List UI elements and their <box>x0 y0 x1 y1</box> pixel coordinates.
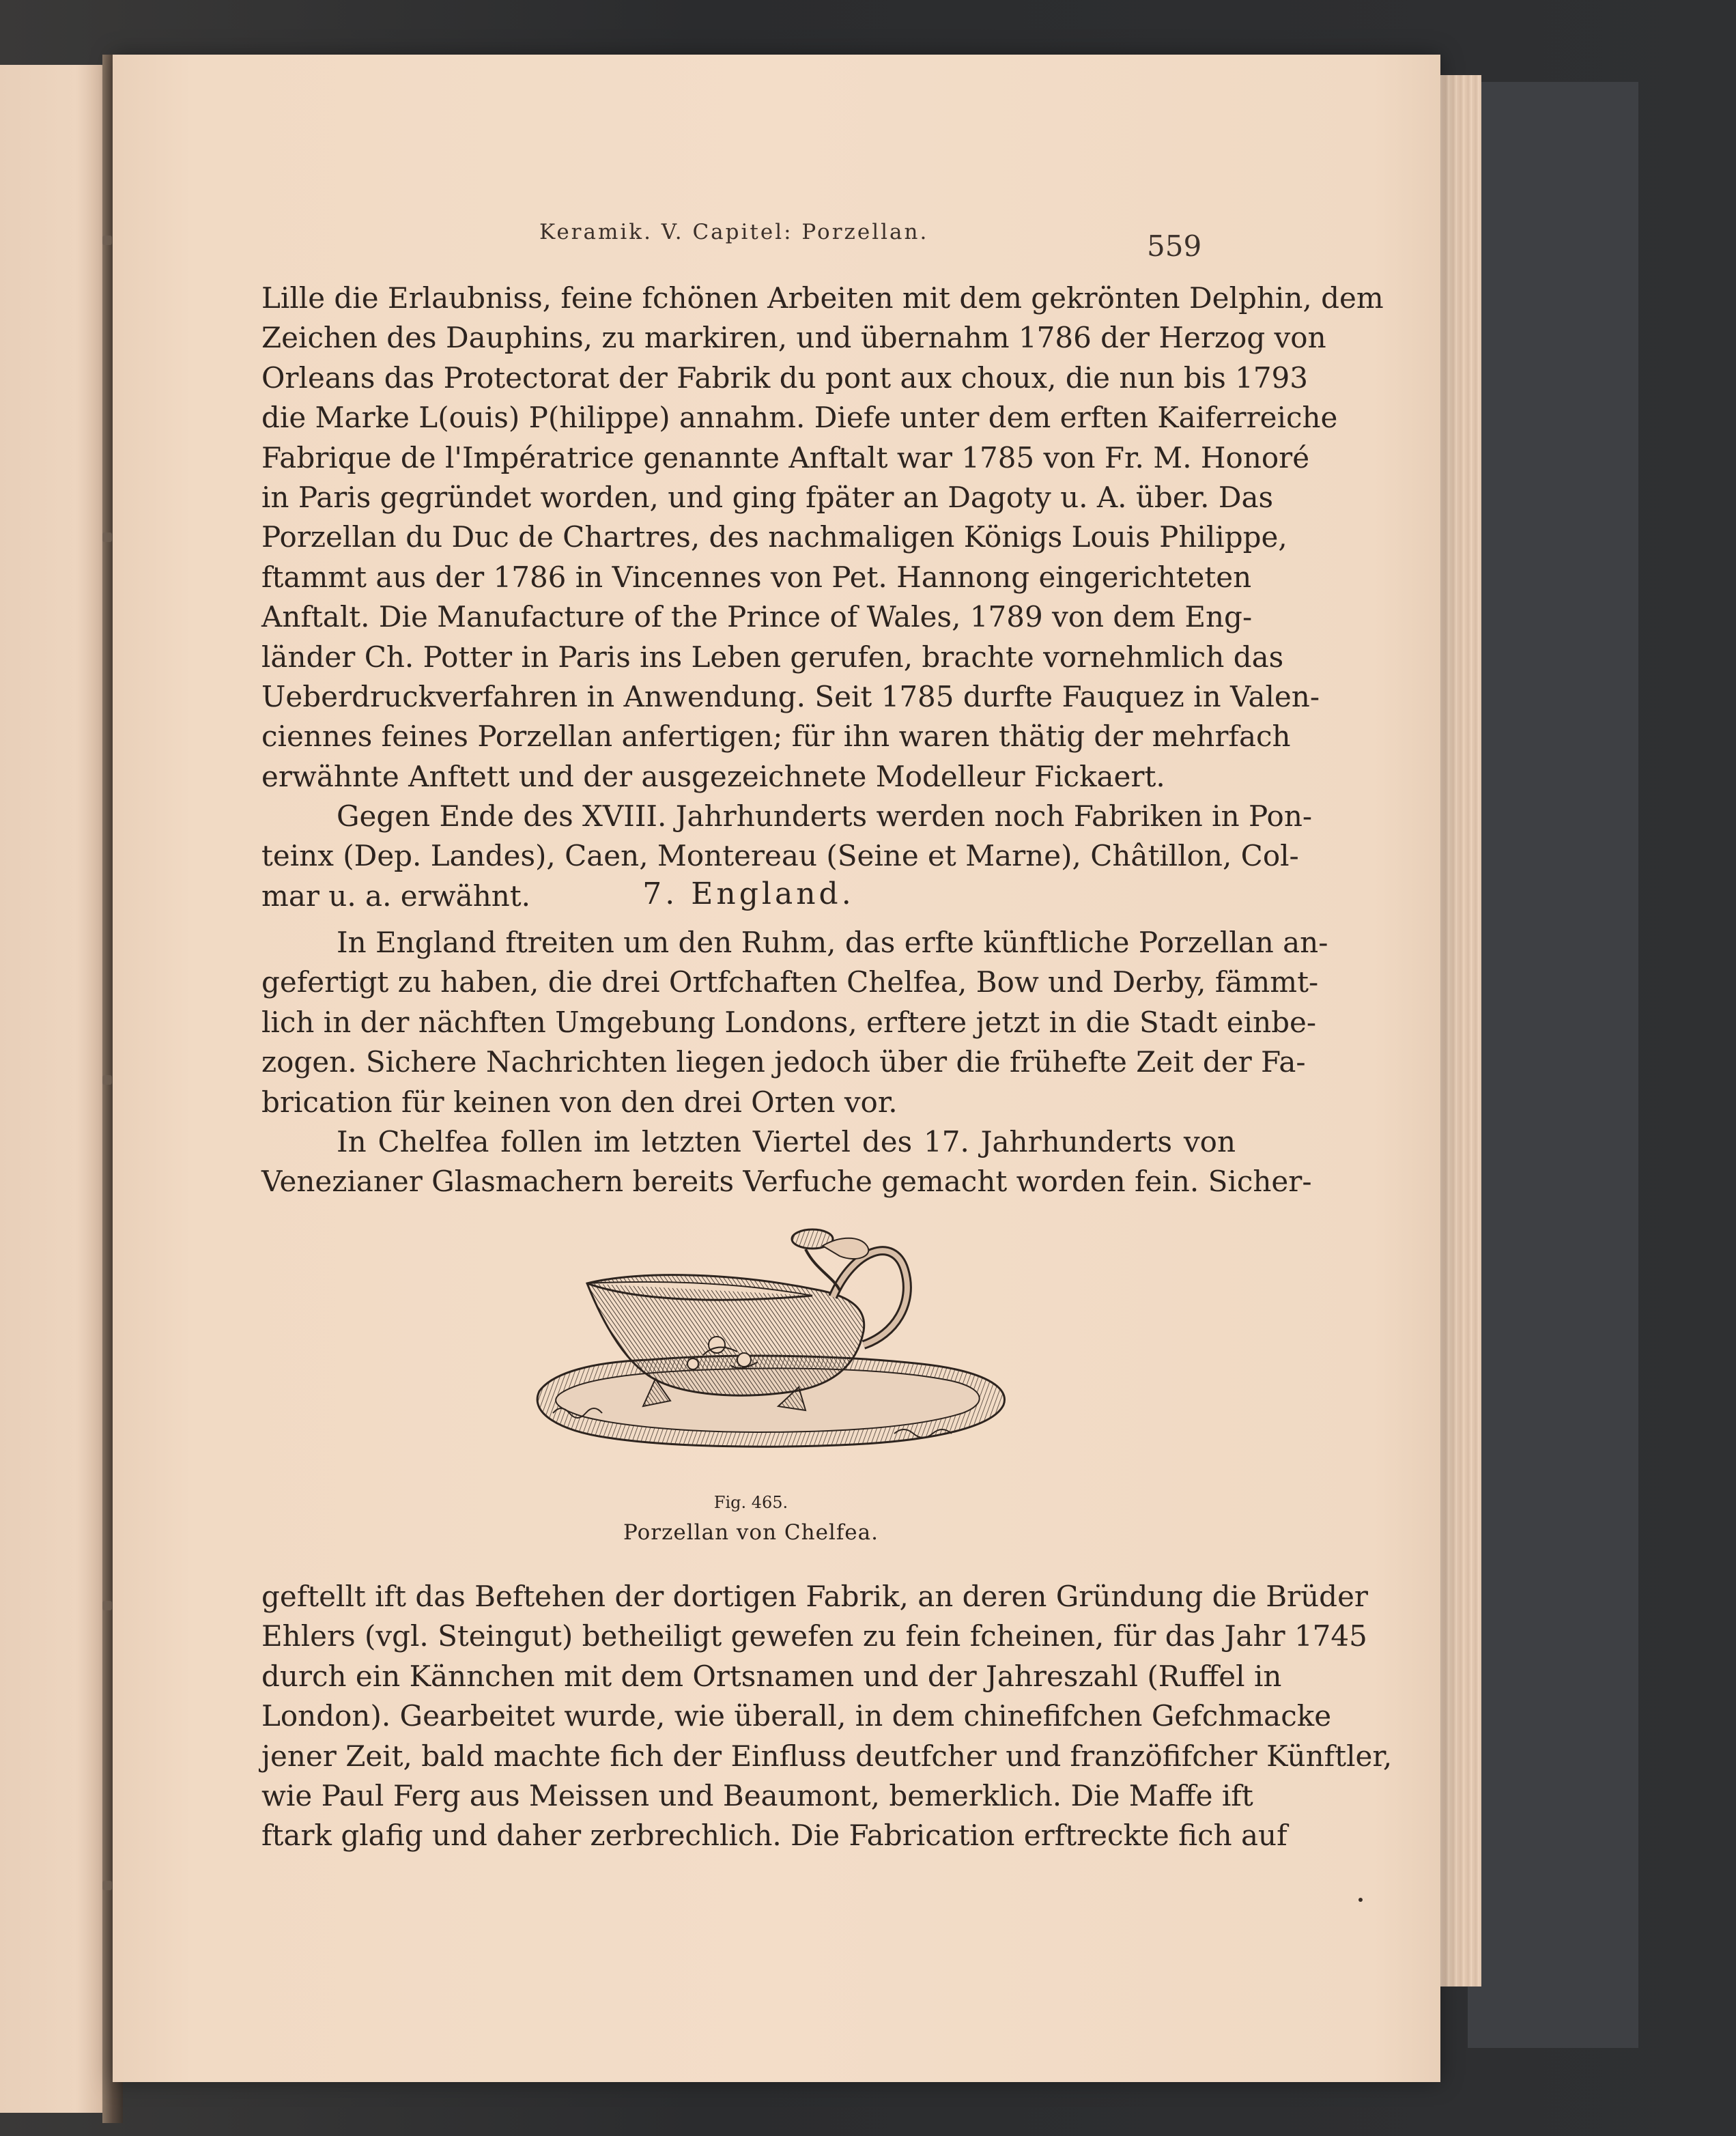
paragraph-england <box>261 923 1328 1202</box>
paragraph-top <box>261 279 1384 916</box>
text-line: jener Zeit, bald machte fich der Einfluss deutfcher und franzöfifcher Künftler, <box>261 1739 1393 1773</box>
text-line: Anftalt. Die Manufacture of the Prince of Wales, 1789 von dem Eng- <box>261 600 1253 634</box>
paragraph-bottom <box>261 1577 1393 1856</box>
text-line: lich in der nächften Umgebung Londons, erftere jetzt in die Stadt einbe- <box>261 1005 1317 1039</box>
text-line: ftark glafig und daher zerbrechlich. Die Fabrication erftreckte fich auf <box>261 1819 1287 1853</box>
text-line: durch ein Kännchen mit dem Ortsnamen und der Jahreszahl (Ruffel in <box>261 1659 1282 1693</box>
text-line: gefertigt zu haben, die drei Ortfchaften Chelfea, Bow und Derby, fämmt- <box>261 965 1319 999</box>
facing-page <box>0 65 109 2113</box>
running-head: Keramik. V. Capitel: Porzellan. <box>539 220 929 244</box>
text-line: Ueberdruckverfahren in Anwendung. Seit 1785 durfte Fauquez in Valen- <box>261 679 1320 713</box>
book-cover <box>1468 82 1638 2048</box>
text-line: wie Paul Ferg aus Meissen und Beaumont, bemerklich. Die Maffe ift <box>261 1778 1253 1812</box>
text-line: in Paris gegründet worden, und ging fpäter an Dagoty u. A. über. Das <box>261 480 1274 514</box>
text-line: geftellt ift das Beftehen der dortigen Fabrik, an deren Gründung die Brüder <box>261 1580 1368 1613</box>
page-number: 559 <box>1147 229 1202 263</box>
binding-stitch <box>102 236 112 245</box>
binding-stitch <box>102 1601 112 1610</box>
chelsea-sauceboat-illustration <box>512 1208 1031 1481</box>
paper-speck <box>1358 1898 1363 1902</box>
text-line: Porzellan du Duc de Chartres, des nachmaligen Königs Louis Philippe, <box>261 520 1287 554</box>
binding-stitch <box>102 1075 112 1085</box>
text-line: teinx (Dep. Landes), Caen, Montereau (Seine et Marne), Châtillon, Col- <box>261 839 1299 873</box>
text-line: Lille die Erlaubniss, feine fchönen Arbeiten mit dem gekrönten Delphin, dem <box>261 281 1384 315</box>
text-line: Zeichen des Dauphins, zu markiren, und übernahm 1786 der Herzog von <box>261 321 1326 355</box>
binding-stitch <box>102 1881 112 1890</box>
text-line: Ehlers (vgl. Steingut) betheiligt gewefen zu fein fcheinen, für das Jahr 1745 <box>261 1619 1367 1653</box>
text-line: mar u. a. erwähnt. <box>261 879 531 913</box>
text-line: In England ftreiten um den Ruhm, das erfte künftliche Porzellan an- <box>337 926 1328 959</box>
binding-stitch <box>102 532 112 542</box>
figure-label: Fig. 465. <box>713 1493 788 1512</box>
text-line: ftammt aus der 1786 in Vincennes von Pet. Hannong eingerichteten <box>261 560 1252 594</box>
text-line: zogen. Sichere Nachrichten liegen jedoch über die frühefte Zeit der Fa- <box>261 1045 1306 1079</box>
text-line: die Marke L(ouis) P(hilippe) annahm. Diefe unter dem erften Kaiferreiche <box>261 401 1338 435</box>
text-line: Fabrique de l'Impératrice genannte Anftalt war 1785 von Fr. M. Honoré <box>261 440 1310 474</box>
text-line: Venezianer Glasmachern bereits Verfuche gemacht worden fein. Sicher- <box>261 1165 1312 1199</box>
section-heading: 7. England. <box>642 877 855 911</box>
text-line: ciennes feines Porzellan anfertigen; für ihn waren thätig der mehrfach <box>261 720 1291 754</box>
text-line: brication für keinen von den drei Orten vor. <box>261 1085 898 1119</box>
text-line: erwähnte Anftett und der ausgezeichnete Modelleur Fickaert. <box>261 759 1165 793</box>
text-line: länder Ch. Potter in Paris ins Leben gerufen, brachte vornehmlich das <box>261 640 1284 674</box>
text-line: Orleans das Protectorat der Fabrik du pont aux choux, die nun bis 1793 <box>261 360 1308 395</box>
figure-caption: Porzellan von Chelfea. <box>623 1520 879 1545</box>
text-line: Gegen Ende des XVIII. Jahrhunderts werden noch Fabriken in Pon- <box>337 799 1313 834</box>
text-line: London). Gearbeitet wurde, wie überall, in dem chinefifchen Gefchmacke <box>261 1699 1332 1733</box>
text-line: In Chelfea follen im letzten Viertel des 17. Jahrhunderts von <box>337 1124 1236 1158</box>
